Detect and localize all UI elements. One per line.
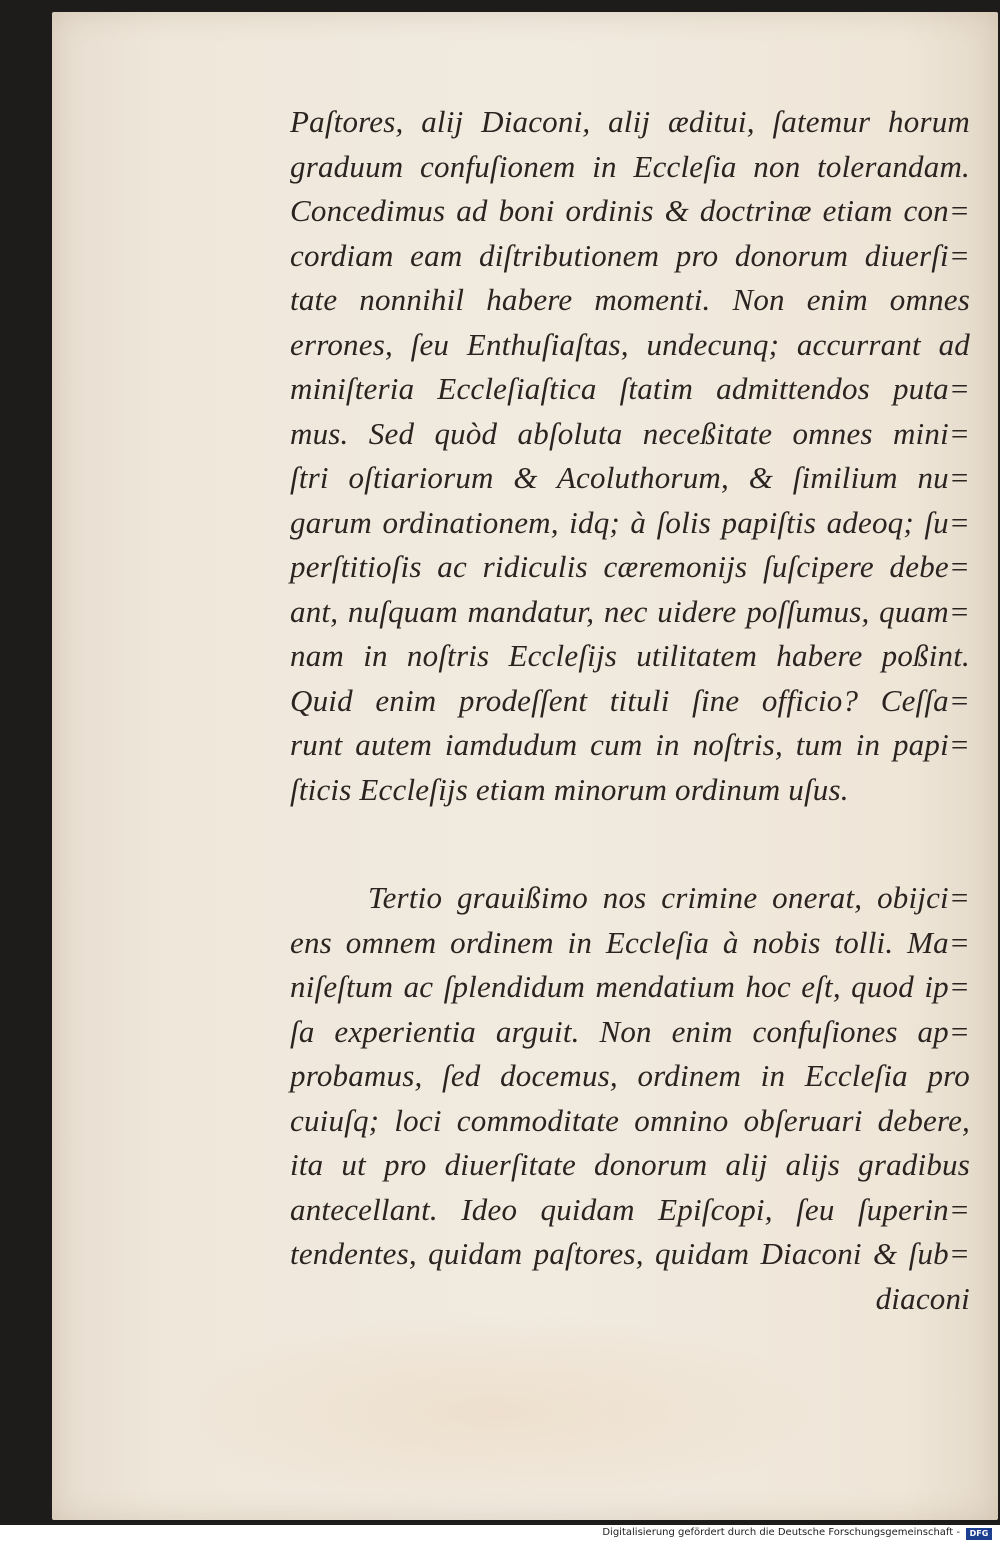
text-line: ſtri oſtiariorum & Acoluthorum, & ſimilium nu=: [290, 460, 970, 495]
text-line: perſtitioſis ac ridiculis cæremonijs ſuſcipere debe=: [290, 549, 970, 584]
page-text: [290, 100, 970, 1321]
text-line: miniſteria Eccleſiaſtica ſtatim admittendos puta=: [290, 371, 970, 406]
catchword: diaconi: [875, 1280, 970, 1316]
text-line: errones, ſeu Enthuſiaſtas, undecunq; accurrant ad: [290, 326, 970, 362]
text-line: Concedimus ad boni ordinis & doctrinæ etiam con=: [290, 193, 970, 228]
text-line: ant, nuſquam mandatur, nec uidere poſſumus, quam=: [290, 593, 970, 629]
text-line: tate nonnihil habere momenti. Non enim omnes: [290, 282, 970, 317]
text-line: niſeſtum ac ſplendidum mendatium hoc eſt, quod ip=: [290, 969, 970, 1004]
text-line: ita ut pro diuerſitate donorum alij alijs gradibus: [290, 1147, 970, 1182]
text-line: mus. Sed quòd abſoluta neceßitate omnes mini=: [290, 415, 970, 451]
text-line: Tertio grauißimo nos crimine onerat, obijci=: [368, 880, 970, 915]
text-line: ſticis Eccleſijs etiam minorum ordinum uſus.: [290, 771, 849, 807]
text-line: garum ordinationem, idq; à ſolis papiſtis adeoq; ſu=: [290, 504, 970, 540]
text-line: Paſtores, alij Diaconi, alij æditui, ſatemur horum: [290, 104, 970, 139]
text-line: cuiuſq; loci commoditate omnino obſeruari debere,: [290, 1102, 970, 1138]
text-line: graduum confuſionem in Eccleſia non tolerandam.: [290, 148, 970, 184]
text-line: Quid enim prodeſſent tituli ſine officio? Ceſſa=: [290, 682, 970, 718]
footer-credit: Digitalisierung gefördert durch die Deutsche Forschungsgemeinschaft -: [602, 1527, 960, 1538]
text-line: tendentes, quidam paſtores, quidam Diaconi & ſub=: [290, 1236, 970, 1271]
text-line: runt autem iamdudum cum in noſtris, tum in papi=: [290, 727, 970, 762]
paper-stain: [172, 1312, 822, 1512]
paragraph-gap: [290, 812, 970, 876]
text-line: ens omnem ordinem in Eccleſia à nobis tolli. Ma=: [290, 924, 970, 960]
footer-bar: [0, 1525, 1000, 1543]
text-line: nam in noſtris Eccleſijs utilitatem habere poßint.: [290, 638, 970, 673]
text-line: antecellant. Ideo quidam Epiſcopi, ſeu ſuperin=: [290, 1191, 970, 1227]
text-line: ſa experientia arguit. Non enim confuſiones ap=: [290, 1013, 970, 1049]
text-line: cordiam eam diſtributionem pro donorum diuerſi=: [290, 237, 970, 273]
text-line: probamus, ſed docemus, ordinem in Eccleſia pro: [290, 1058, 970, 1093]
dfg-logo-icon: DFG: [966, 1528, 992, 1540]
